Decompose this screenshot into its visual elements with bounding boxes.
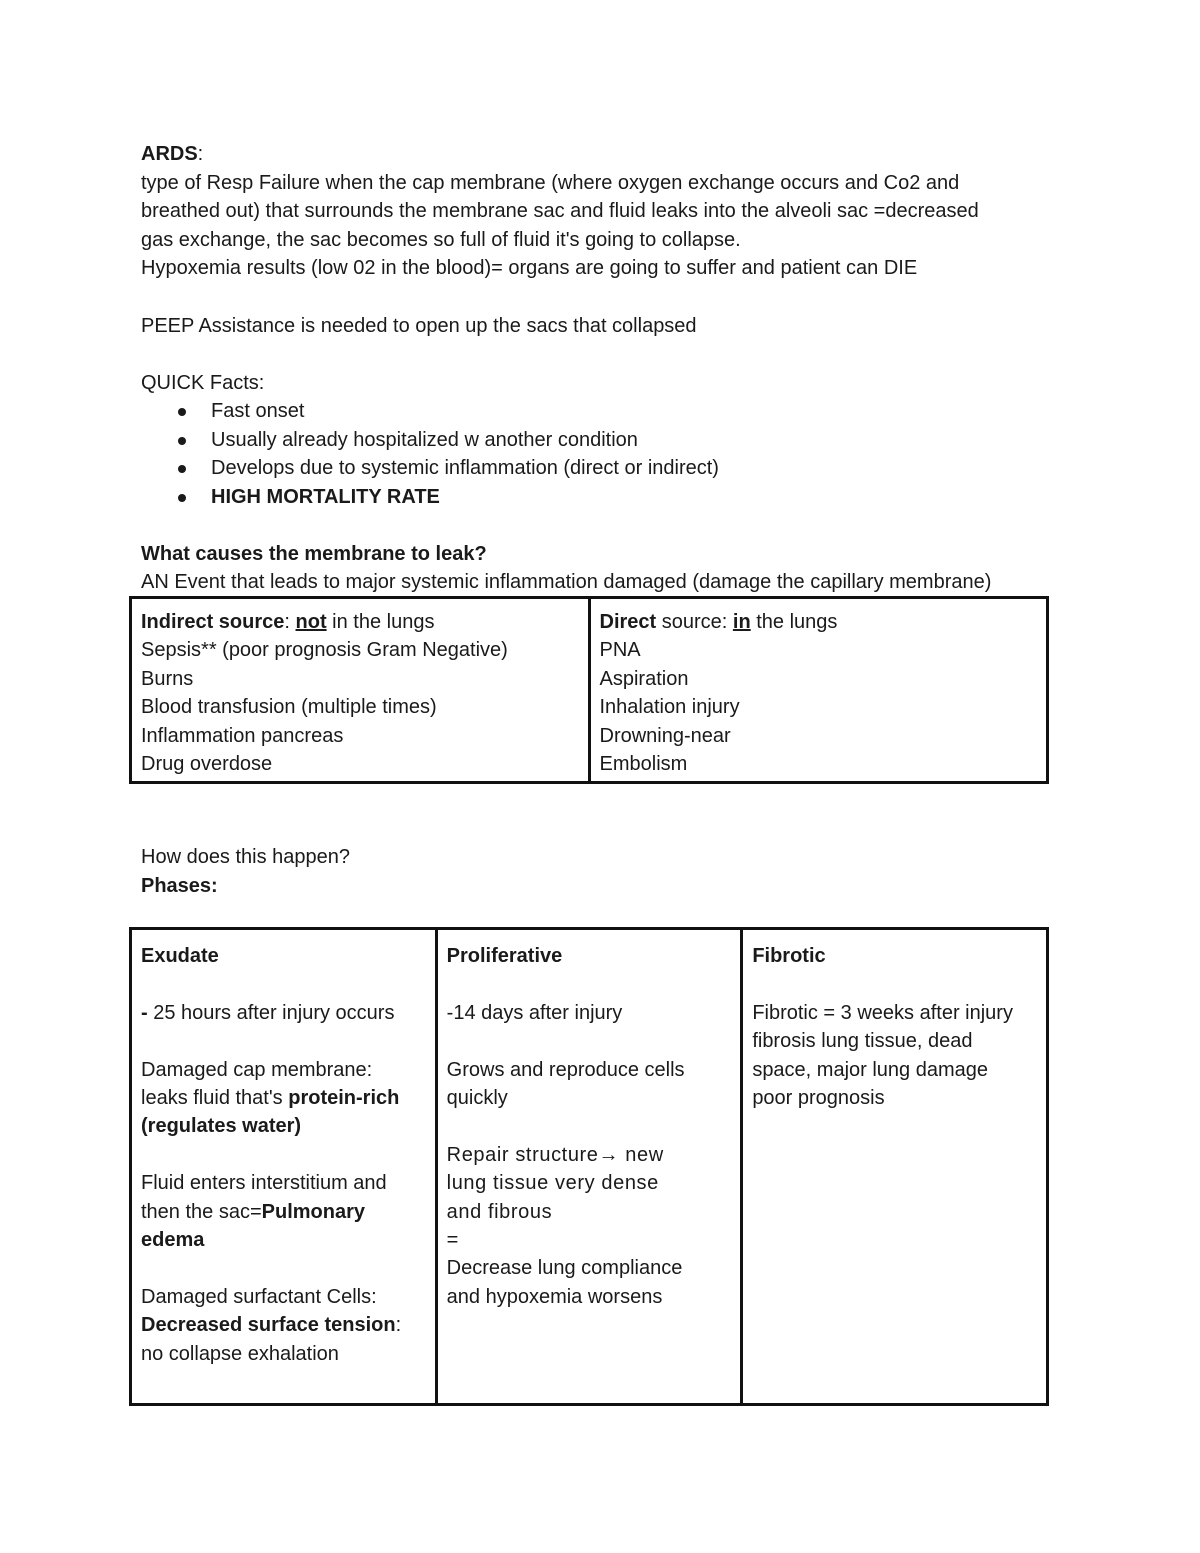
list-item: Usually already hospitalized w another condition [141, 426, 1061, 454]
phase-text: leaks fluid that's protein-rich [141, 1087, 400, 1109]
phase-text: fibrosis lung tissue, dead [752, 1030, 973, 1053]
list-item: Inflammation pancreas [141, 724, 344, 747]
phase-exudate-cell [131, 929, 437, 1405]
quick-facts-title: QUICK Facts: [141, 371, 265, 394]
intro-line-1: type of Resp Failure when the cap membrane (where oxygen exchange occurs and Co2 and [141, 171, 960, 194]
causes-question: What causes the membrane to leak? [141, 542, 487, 565]
source-table [129, 596, 1049, 784]
phase-proliferative-cell [436, 929, 742, 1405]
list-item: PNA [599, 639, 641, 662]
phase-text: Damaged cap membrane: [141, 1058, 373, 1081]
phase-timing: - 25 hours after injury occurs [141, 1001, 395, 1024]
phase-title: Proliferative [446, 945, 563, 967]
phase-timing: -14 days after injury [446, 1001, 623, 1024]
list-item: Inhalation injury [599, 696, 740, 719]
phase-text: space, major lung damage [752, 1058, 989, 1081]
phase-text: (regulates water) [141, 1115, 302, 1138]
phase-timing: Fibrotic = 3 weeks after injury [752, 1001, 1013, 1024]
list-item: Drowning-near [599, 724, 731, 747]
list-item: Embolism [599, 753, 688, 776]
intro-line-2: breathed out) that surrounds the membrane sac and fluid leaks into the alveoli sac =decreased [141, 200, 979, 223]
list-item: Develops due to systemic inflammation (direct or indirect) [141, 454, 1061, 482]
phase-text: Damaged surfactant Cells: [141, 1285, 377, 1308]
document-body [141, 140, 1061, 597]
phases-table [129, 927, 1049, 1406]
phases-intro [141, 843, 1061, 900]
phase-text: Repair structure→ new [446, 1143, 664, 1166]
how-question: How does this happen? [141, 846, 351, 868]
list-item: Blood transfusion (multiple times) [141, 696, 437, 719]
phase-text: and fibrous [446, 1200, 553, 1223]
indirect-source-header: Indirect source: not in the lungs [141, 611, 435, 633]
indirect-source-cell [131, 598, 590, 783]
page-title: ARDS: [141, 143, 204, 165]
direct-source-cell [589, 598, 1048, 783]
list-item: Burns [141, 667, 194, 690]
phase-text: lung tissue very dense [446, 1172, 659, 1195]
phase-text: = [446, 1229, 459, 1252]
list-item: Aspiration [599, 667, 689, 690]
phase-text: then the sac=Pulmonary [141, 1200, 366, 1223]
phase-text: Decrease lung compliance [446, 1257, 683, 1280]
phase-text: poor prognosis [752, 1087, 885, 1110]
intro-line-4: Hypoxemia results (low 02 in the blood)= organs are going to suffer and patient can DIE [141, 257, 918, 280]
quick-facts-list [141, 397, 1061, 511]
phase-fibrotic-cell [742, 929, 1048, 1405]
intro-line-3: gas exchange, the sac becomes so full of fluid it's going to collapse. [141, 228, 741, 251]
list-item: HIGH MORTALITY RATE [141, 483, 1061, 511]
list-item: Fast onset [141, 397, 1061, 425]
direct-source-header: Direct source: in the lungs [599, 611, 838, 633]
phase-text: Grows and reproduce cells [446, 1058, 685, 1081]
phases-title: Phases: [141, 874, 218, 897]
phase-text: edema [141, 1229, 205, 1252]
peep-note: PEEP Assistance is needed to open up the sacs that collapsed [141, 314, 697, 337]
phase-text: Fluid enters interstitium and [141, 1172, 387, 1195]
phase-title: Fibrotic [752, 945, 826, 967]
phase-text: Decreased surface tension: [141, 1314, 402, 1337]
phase-text: no collapse exhalation [141, 1342, 339, 1365]
list-item: Drug overdose [141, 753, 273, 776]
phase-text: quickly [446, 1087, 508, 1109]
list-item: Sepsis** (poor prognosis Gram Negative) [141, 639, 508, 662]
causes-answer: AN Event that leads to major systemic inflammation damaged (damage the capillary membrane) [141, 571, 992, 594]
phase-title: Exudate [141, 945, 219, 967]
phase-text: and hypoxemia worsens [446, 1285, 663, 1308]
